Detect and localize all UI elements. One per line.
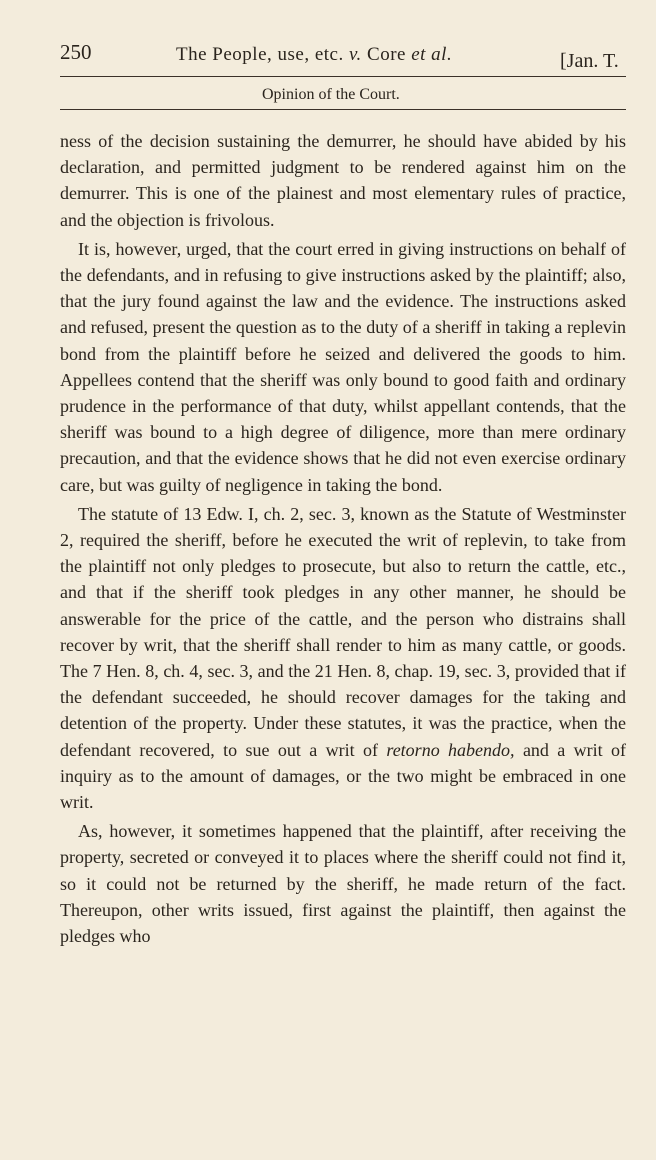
running-title-versus: v.	[348, 44, 362, 65]
header-rule	[60, 76, 626, 77]
running-title-defendant: Core	[367, 44, 406, 65]
paragraph-instructions: It is, however, urged, that the court erred in giving instructions on behalf of the defendants, and in refusing to give instructions asked by the plaintiff; also, that the jury found against the law and the evidence. The instructions asked and refused, present the question as to the duty of a sheriff in taking a replevin bond from the plaintiff before he seized and delivered the goods to him. Appellees contend that the sheriff was only bound to good faith and ordinary prudence in the performance of that duty, whilst appellant contends, that the sheriff was bound to a high degree of diligence, more than mere ordinary precaution, and that the evidence shows that he did not even exercise ordinary care, but was guilty of negligence in taking the bond.	[60, 238, 626, 495]
paragraph-continuation: ness of the decision sustaining the demurrer, he should have abided by his declaration, and permitted judgment to be rendered against him on the demurrer. This is one of the plainest and most elementary rules of practice, and the objection is frivolous.	[60, 131, 626, 230]
statutes-text-end: and a writ of inquiry as to the amount of damages, or the two might be embraced in one writ.	[60, 739, 627, 813]
paragraph-pledges: As, however, it sometimes happened that the plaintiff, after receiving the property, secreted or conveyed it to places where the sheriff could not find it, so it could not be returned by the sheriff, he made return of the fact. Thereupon, other writs issued, first against the plaintiff, then against the pledges who	[60, 821, 626, 947]
running-title-parties: The People, use, etc.	[176, 44, 344, 65]
paragraph-statutes	[60, 501, 626, 815]
term-date-mark: [Jan. T.	[560, 50, 619, 72]
page-number: 250	[60, 40, 92, 64]
opinion-text	[60, 128, 626, 952]
statutes-text: The statute of 13 Edw. I, ch. 2, sec. 3, known as the Statute of Westminster 2, required the sheriff, before he executed the writ of replevin, to take from the plaintiff not only pledges to prosecute, but also to return the cattle, etc., and that if the sheriff took pledges in any other manner, he should be answerable for the price of the cattle, and the person who distrains shall recover by writ, that the sheriff shall render to him as many cattle, or goods. The 7 Hen. 8, ch. 4, sec. 3, and the 21 Hen. 8, chap. 19, sec. 3, provided that if the defendant succeeded, he should recover damages for the taking and detention of the property. Under these statutes, it was the practice, when the defendant recovered, to sue out a writ of	[60, 503, 626, 760]
running-title-et-al: et al.	[411, 44, 453, 65]
retorno-habendo-italic: retorno habendo,	[386, 739, 515, 760]
section-subhead: Opinion of the Court.	[262, 86, 400, 103]
subhead-rule	[60, 109, 626, 110]
running-title	[176, 44, 452, 66]
